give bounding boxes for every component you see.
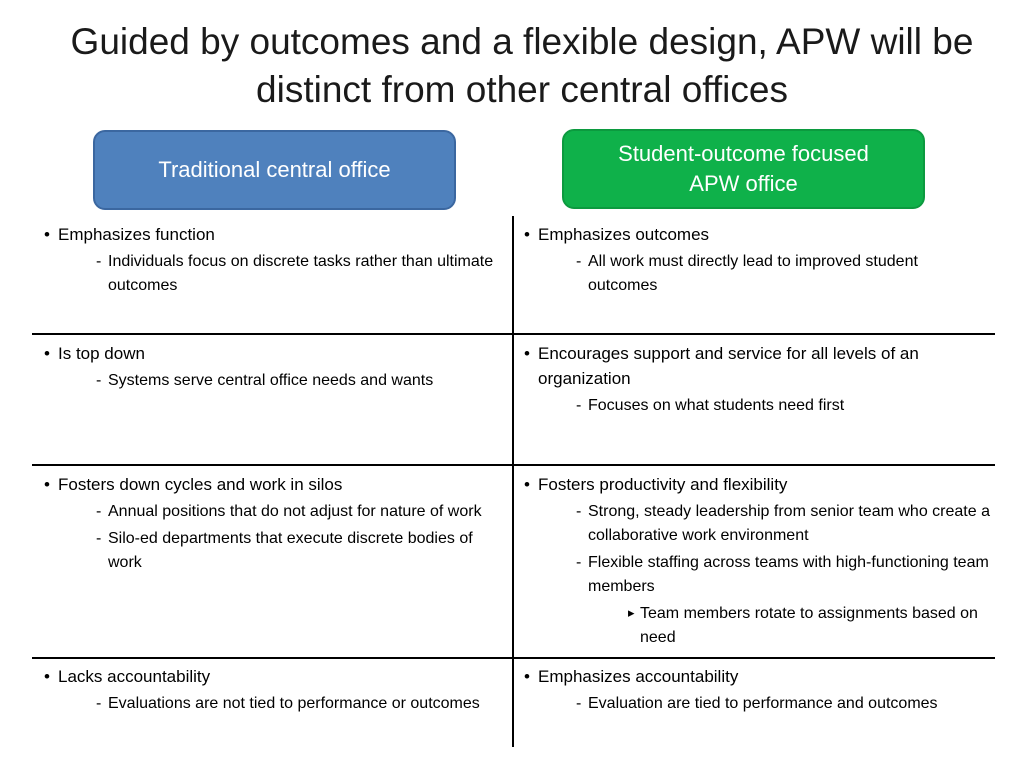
bullet-text: • Encourages support and service for all levels of an organization bbox=[524, 341, 990, 391]
bullet-text: • Lacks accountability bbox=[44, 664, 506, 689]
sub-bullet-text: - Flexible staffing across teams with high-functioning team members bbox=[576, 551, 990, 599]
row-divider bbox=[32, 333, 995, 335]
bullet-text: • Fosters productivity and flexibility bbox=[524, 472, 990, 497]
sub-bullet-text: - Systems serve central office needs and wants bbox=[96, 369, 506, 393]
bullet-text: • Emphasizes outcomes bbox=[524, 222, 990, 247]
bullet-text: • Emphasizes accountability bbox=[524, 664, 990, 689]
row-divider bbox=[32, 657, 995, 659]
sub-bullet-text: - Evaluation are tied to performance and outcomes bbox=[576, 692, 990, 716]
row3-right-cell bbox=[524, 472, 990, 650]
row1-right-cell bbox=[524, 222, 990, 298]
bullet-text: • Is top down bbox=[44, 341, 506, 366]
column-divider bbox=[512, 216, 514, 747]
header-apw-office bbox=[562, 129, 925, 209]
row4-right-cell bbox=[524, 664, 990, 716]
slide-title: Guided by outcomes and a flexible design, APW will be distinct from other central offices bbox=[70, 21, 974, 110]
header-traditional-office bbox=[93, 130, 456, 210]
bullet-text: • Fosters down cycles and work in silos bbox=[44, 472, 506, 497]
sub-bullet-text: - Individuals focus on discrete tasks rather than ultimate outcomes bbox=[96, 250, 506, 298]
sub-bullet-text: - All work must directly lead to improved student outcomes bbox=[576, 250, 990, 298]
row1-left-cell bbox=[44, 222, 506, 298]
row2-right-cell bbox=[524, 341, 990, 418]
header-traditional-label: Traditional central office bbox=[158, 157, 391, 182]
bullet-text: • Emphasizes function bbox=[44, 222, 506, 247]
row3-left-cell bbox=[44, 472, 506, 575]
row2-left-cell bbox=[44, 341, 506, 393]
sub-bullet-text: - Evaluations are not tied to performance or outcomes bbox=[96, 692, 506, 716]
sub-bullet-text: - Focuses on what students need first bbox=[576, 394, 990, 418]
sub-bullet-text: - Strong, steady leadership from senior team who create a collaborative work environment bbox=[576, 500, 990, 548]
row4-left-cell bbox=[44, 664, 506, 716]
sub-bullet-text: - Silo-ed departments that execute discrete bodies of work bbox=[96, 527, 506, 575]
sub-bullet-text: - Annual positions that do not adjust for nature of work bbox=[96, 500, 506, 524]
row-divider bbox=[32, 464, 995, 466]
header-apw-label: Student-outcome focused APW office bbox=[618, 141, 869, 196]
sub-sub-bullet-text: ▸ Team members rotate to assignments based on need bbox=[630, 602, 990, 650]
